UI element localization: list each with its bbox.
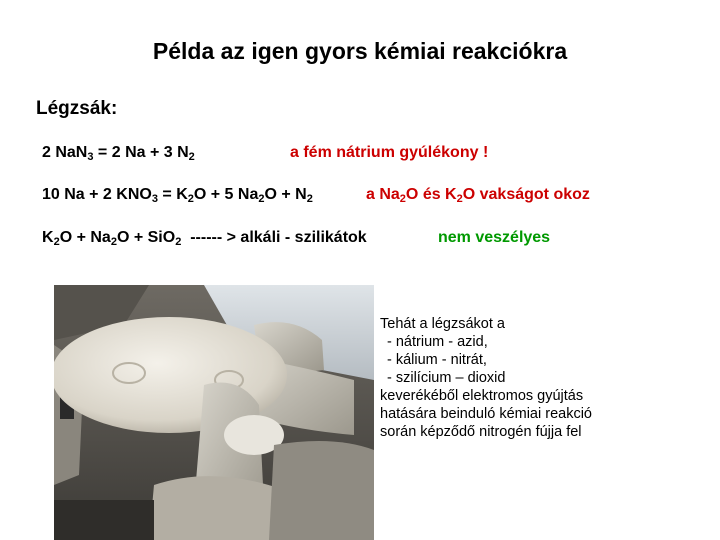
floor-area bbox=[269, 441, 374, 540]
description-line: során képződő nitrogén fújja fel bbox=[380, 424, 582, 440]
reaction-equation-1: 2 NaN$_3$ = 2 Na + 3 $N_2$ bbox=[42, 144, 195, 163]
description-text bbox=[380, 315, 660, 441]
description-line: - nátrium - azid, bbox=[387, 334, 488, 350]
description-line: hatására beinduló kémiai reakció bbox=[380, 406, 592, 422]
reaction-note-1: a fém nátrium gyúlékony ! bbox=[290, 144, 489, 161]
description-line: - szilícium – dioxid bbox=[387, 370, 506, 386]
reaction-equation-3: $K_2O + Na_2O + SiO_2$ ------ > alkáli - szilikátok bbox=[42, 229, 367, 248]
car-interior-illustration bbox=[54, 285, 374, 540]
airbag-photo bbox=[54, 285, 374, 540]
dashboard-shadow bbox=[54, 500, 154, 540]
description-line: keverékéből elektromos gyújtás bbox=[380, 388, 584, 404]
reaction-equation-2: 10 Na + 2 $KNO_3 = K_2O + 5$ $Na_2O + N_2$ bbox=[42, 186, 313, 205]
section-subtitle: Légzsák: bbox=[36, 98, 118, 119]
reaction-note-2: a $Na_2O$ és $K_2O$ vakságot okoz bbox=[366, 186, 590, 205]
front-seat-cushion bbox=[149, 476, 284, 540]
reaction-note-3: nem veszélyes bbox=[438, 229, 551, 246]
description-line: Tehát a légzsákot a bbox=[380, 316, 505, 332]
page-title: Példa az igen gyors kémiai reakciókra bbox=[152, 38, 568, 64]
description-line: - kálium - nitrát, bbox=[387, 352, 487, 368]
